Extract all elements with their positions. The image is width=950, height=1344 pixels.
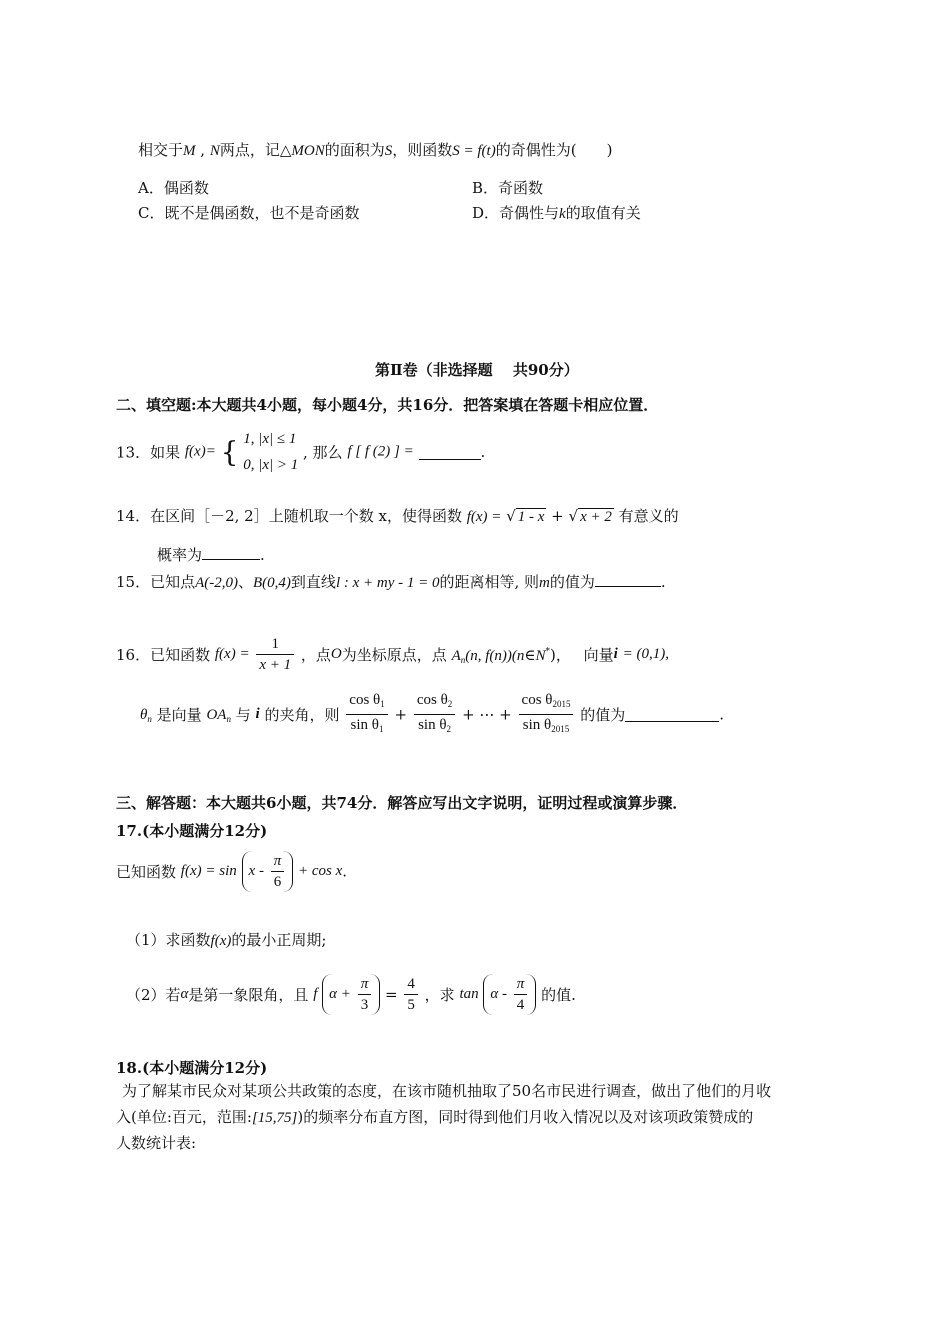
q17-paren: x - $\frac{\pi}{6}$ [242, 851, 294, 892]
q17-part2: （2）若α是第一象限角，且 f α + $\frac{\pi}{3}$ = $\frac{4}{5}$ ，求 tan α - $\frac{\pi}{4}$ 的值. [126, 976, 576, 1013]
q12-stem: 相交于M , N两点，记△MON的面积为S，则函数S = f(t)的奇偶性为( ) [138, 141, 613, 159]
q16-line1: 16．已知函数 f(x) = $\frac{1}{x + 1}$ ，点O为坐标原点，点 $A_n(n$, f(n))(n∈N*)， 向量i = (0,1), [116, 636, 669, 673]
q13: 13．如果 f(x)= { 1, |x| ≤ 1 0, |x| > 1 , 那么 f [ f (2) ] = . [116, 426, 485, 478]
q18-line1: 为了解某市民众对某项公共政策的态度，在该市随机抽取了50名市民进行调查，做出了他们的月收 [122, 1082, 772, 1100]
q16-line2: $\theta_n$ 是向量 $OA_n$ 与 i 的夹角，则 $\frac{\cos \theta_1}{\sin \theta_1}$ + $\frac{\cos \theta_2}{\sin \theta_2}$ + ⋯ + $\frac{\cos \theta_{2015}}{\sin \theta_{2015}}$ 的值为 . [140, 690, 724, 739]
answer-blank [419, 445, 481, 460]
q15: 15．已知点A(-2,0)、B(0,4)到直线l : x + my - 1 = 0的距离相等, 则m的值为 . [116, 573, 666, 591]
q16-term-1: $\frac{\cos \theta_1}{\sin \theta_1}$ [346, 690, 387, 739]
q18-header: 18.(本小题满分12分) [116, 1059, 268, 1077]
q17-stem: 已知函数 f(x) = sin x - $\frac{\pi}{6}$ + cos x. [116, 853, 348, 890]
q18-line3: 人数统计表: [116, 1134, 197, 1152]
q16-term-2: $\frac{\cos \theta_2}{\sin \theta_2}$ [414, 690, 455, 739]
q17-header: 17.(本小题满分12分) [116, 822, 268, 840]
part2-section: 二、填空题:本大题共4小题，每小题4分，共16分．把答案填在答题卡相应位置． [116, 396, 659, 414]
q18-line2: 入(单位:百元，范围:[15,75])的频率分布直方图，同时得到他们月收入情况以及对该项政策赞成的 [116, 1108, 754, 1126]
q16-fraction: $\frac{1}{x + 1}$ [256, 634, 294, 675]
part3-section: 三、解答题：本大题共6小题，共74分．解答应写出文字说明，证明过程或演算步骤． [116, 794, 688, 812]
q14-line2: 概率为 . [157, 546, 265, 564]
q14: 14．在区间［－2, 2］上随机取一个数 x，使得函数 f(x) = √ 1 - x + √ x + 2 有意义的 [116, 507, 679, 525]
q12-option-a: A．偶函数 [138, 179, 209, 197]
part2-title: 第Ⅱ卷（非选择题 共90分） [375, 361, 579, 379]
q13-case2: 0, |x| > 1 [243, 457, 299, 473]
q12-option-c: C．既不是偶函数，也不是奇函数 [138, 204, 360, 222]
q17-part1: （1）求函数f(x)的最小正周期; [126, 931, 327, 949]
answer-blank [202, 545, 260, 560]
q12-option-d: D．奇偶性与k的取值有关 [472, 204, 641, 222]
brace-icon: { [220, 435, 239, 469]
answer-blank [595, 572, 661, 587]
q12-option-b: B．奇函数 [472, 179, 544, 197]
answer-blank [625, 707, 719, 722]
q16-term-2015: $\frac{\cos \theta_{2015}}{\sin \theta_{2015}}$ [519, 690, 574, 739]
q13-case1: 1, |x| ≤ 1 [243, 431, 297, 447]
